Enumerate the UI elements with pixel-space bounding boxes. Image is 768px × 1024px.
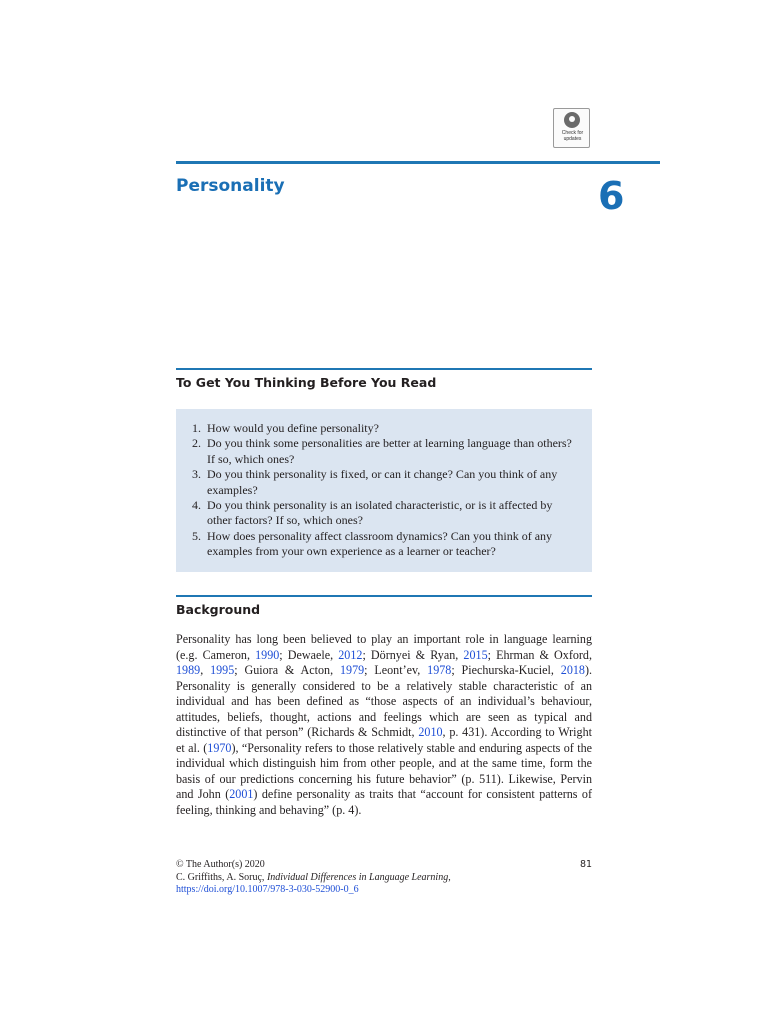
citation-line: C. Griffiths, A. Soruç, Individual Differences in Language Learning, [176, 871, 451, 883]
citation-link[interactable]: 2010 [418, 725, 443, 739]
chapter-top-rule [176, 161, 660, 164]
questions-list [189, 421, 579, 560]
background-heading: Background [176, 602, 261, 617]
section-rule-background [176, 595, 592, 597]
citation-link[interactable]: 2018 [560, 663, 585, 677]
citation-link[interactable]: 1989 [176, 663, 201, 677]
book-title: Individual Differences in Language Learning [266, 871, 449, 883]
citation-link[interactable]: 2001 [229, 787, 254, 801]
page-number: 81 [580, 859, 593, 870]
question-item: 2. Do you think some personalities are better at learning language than others? If so, which ones? [192, 436, 572, 466]
citation-link[interactable]: 1978 [427, 663, 452, 677]
question-item: 1. How would you define personality? [192, 421, 379, 435]
chapter-title: Personality [176, 176, 285, 196]
doi-link[interactable]: https://doi.org/10.1007/978-3-030-52900-0_6 [176, 884, 359, 896]
citation-link[interactable]: 1970 [207, 740, 232, 755]
question-item: 5. How does personality affect classroom dynamics? Can you think of any examples from your own experience as a learner or teacher? [192, 528, 553, 559]
question-item: 3. Do you think personality is fixed, or can it change? Can you think of any examples? [192, 467, 558, 497]
thinking-heading: To Get You Thinking Before You Read [176, 375, 437, 390]
background-paragraph: Personality has long been believed to play an important role in language learning (e.g. Cameron, 1990; Dewaele, 2012; Dörnyei & Ryan, 2015; Ehrman & Oxford, 1989, 1995; Guiora & Acton, 1979; Leont’ev, 1978; Piechurska-Kuciel, 2018). Personality is generally considered to be a relatively stable characteristic of an individual and has been defined as “those aspects of an individual’s behaviour, attitudes, beliefs, thought, actions and feelings which are seen as typical and distinctive of that person” (Richards & Schmidt, 2010, p. 431). According to Wright et al. (1970), “Personality refers to those relatively stable and enduring aspects of the individual which distinguish him from other people, and at the same time, form the basis of our predictions concerning his future behavior” (p. 511). Likewise, Pervin and John (2001) define personality as traits that “account for consistent patterns of feeling, thinking and behaving” (p. 4). [176, 632, 593, 817]
citation-link[interactable]: 1995 [210, 663, 235, 677]
citation-link[interactable]: 1979 [339, 663, 365, 677]
copyright: © The Author(s) 2020 [176, 859, 265, 870]
footer-citation [176, 859, 451, 897]
question-item: 4. Do you think personality is an isolated characteristic, or is it affected by other factors? If so, which ones? [192, 498, 553, 528]
section-rule-thinking [176, 368, 592, 370]
chapter-number: 6 [598, 174, 625, 218]
crossmark-icon [564, 112, 580, 128]
citation-link[interactable]: 2015 [463, 647, 488, 662]
check-for-updates-badge[interactable] [553, 108, 590, 148]
badge-label: Check for updates [561, 130, 584, 142]
citation-link[interactable]: 2012 [338, 647, 363, 662]
questions-box [176, 409, 592, 572]
citation-link[interactable]: 1990 [255, 647, 280, 662]
